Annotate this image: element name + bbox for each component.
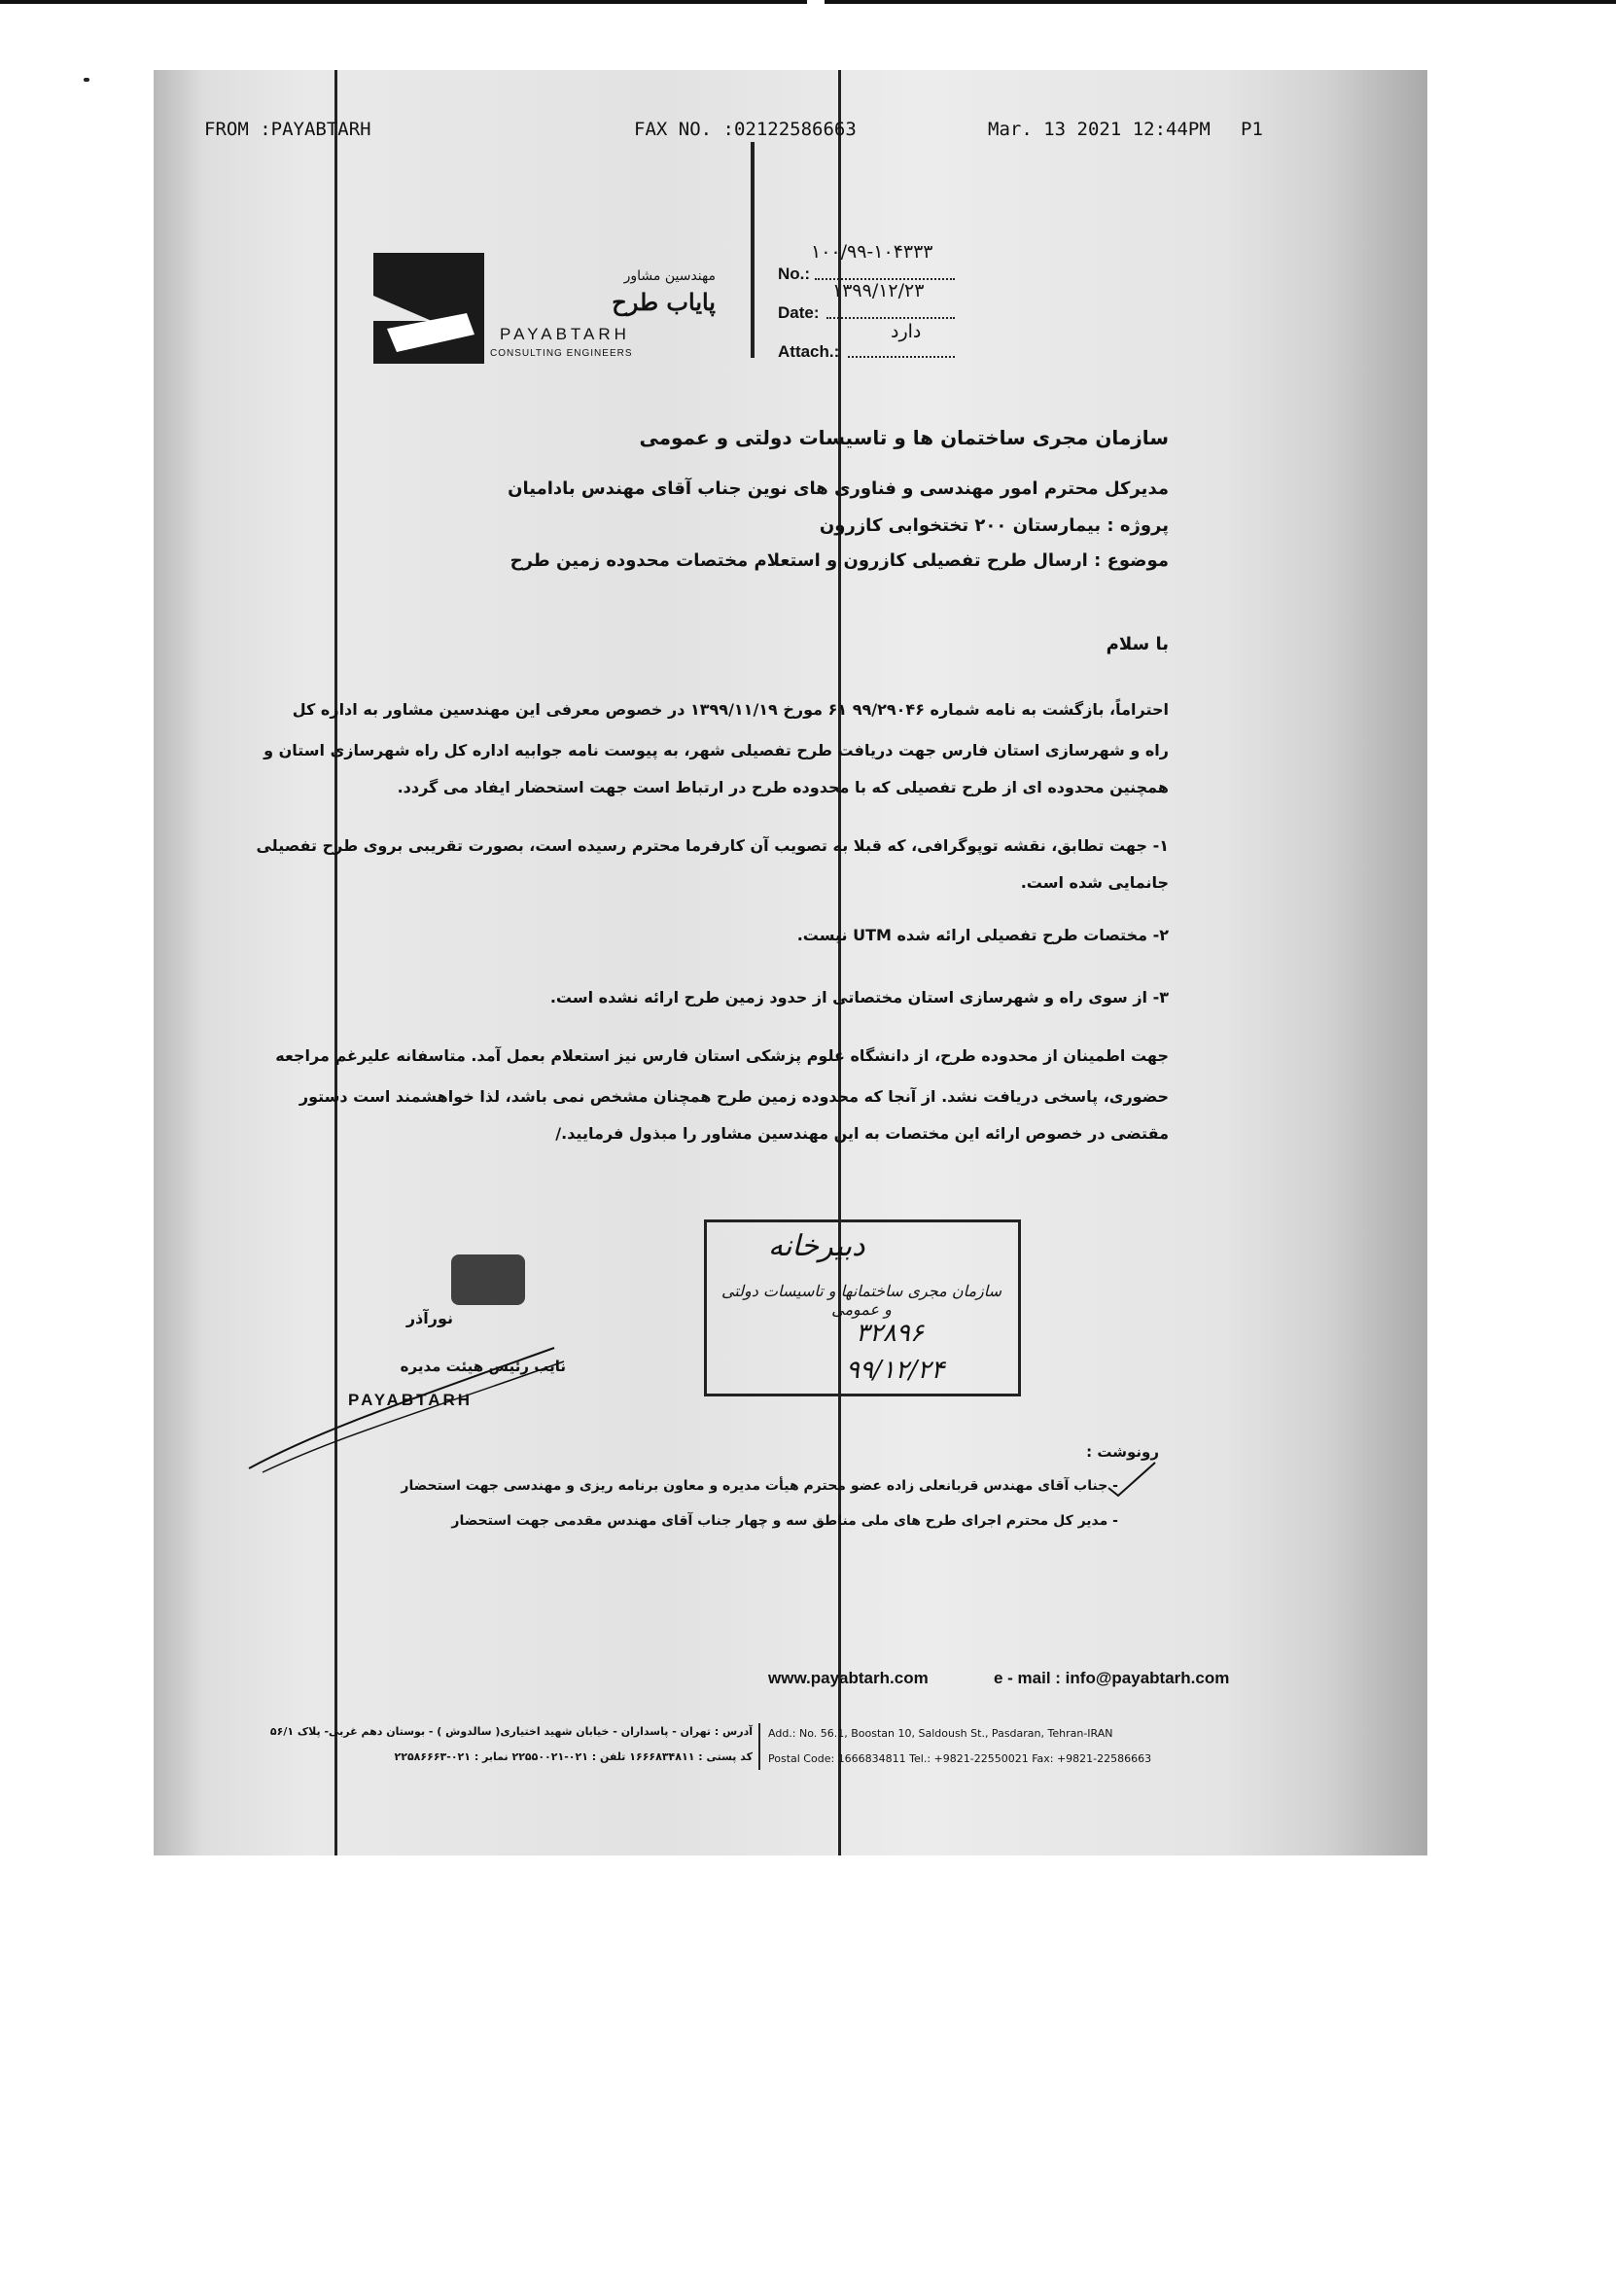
stamp-registration-date: ۹۹/۱۲/۲۴	[846, 1356, 945, 1385]
footer-address-english-2: Postal Code: 1666834811 Tel.: +9821-22550021 Fax: +9821-22586663	[768, 1752, 1152, 1765]
firm-name-latin: PAYABTARH	[500, 325, 630, 343]
footer-email: e - mail : info@payabtarh.com	[994, 1669, 1230, 1687]
firm-subtitle: CONSULTING ENGINEERS	[490, 348, 633, 359]
signature-stroke	[243, 1342, 593, 1478]
subject-line: موضوع : ارسال طرح تفصیلی کازرون و استعلام مختصات محدوده زمین طرح	[509, 550, 1169, 571]
date-label: Date:	[778, 303, 820, 322]
signatory-title: نایب رئیس هیئت مدیره	[400, 1358, 566, 1375]
scan-line-left	[334, 70, 337, 1855]
project-line: پروژه : بیمارستان ۲۰۰ تختخوابی کازرون	[819, 515, 1169, 536]
date-value: ۱۳۹۹/۱۲/۲۳	[832, 280, 925, 301]
cc-line-2: - مدیر کل محترم اجرای طرح های ملی مناطق سه و چهار جناب آقای مهندس مقدمی جهت استحضار	[451, 1513, 1118, 1529]
firm-name-persian: پایاب طرح	[612, 288, 716, 316]
fax-page	[154, 70, 1427, 1855]
stamp-secretariat: دبیرخانه	[768, 1229, 865, 1263]
paragraph-2-line-1: جهت اطمینان از محدوده طرح، از دانشگاه علوم پزشکی استان فارس نیز استعلام بعمل آمد. متاسفانه علیرغم مراجعه	[275, 1046, 1169, 1065]
fax-page-number: P1	[1241, 119, 1263, 140]
addressee-organization: سازمان مجری ساختمان ها و تاسیسات دولتی و عمومی	[639, 426, 1169, 449]
footer-website: www.payabtarh.com	[768, 1669, 929, 1687]
number-value: ۱۰۰/۹۹-۱۰۴۳۳۳	[811, 241, 933, 263]
scan-line-center	[838, 70, 841, 1855]
signatory-name: نورآذر	[405, 1309, 453, 1327]
fax-number: FAX NO. :02122586663	[634, 119, 857, 140]
footer-address-english-1: Add.: No. 56.1, Boostan 10, Saldoush St., Pasdaran, Tehran-IRAN	[768, 1727, 1113, 1740]
paragraph-1-line-2: راه و شهرسازی استان فارس جهت دریافت طرح تفصیلی شهر، به پیوست نامه جوابیه اداره کل راه شهرسازی استان و	[263, 741, 1169, 759]
footer-address-persian-1: آدرس : تهران - پاسداران - خیابان شهید اختیاری( سالدوش ) - بوستان دهم غربی- پلاک ۵۶/۱	[269, 1725, 753, 1738]
paragraph-1-line-1: احتراماً، بازگشت به نامه شماره ۹۹/۲۹۰۴۶ ۶۱ مورخ ۱۳۹۹/۱۱/۱۹ در خصوص معرفی این مهندسین مشاور به اداره کل	[292, 700, 1169, 719]
cc-label: رونوشت :	[1086, 1443, 1159, 1461]
top-edge-line-right	[825, 0, 1616, 4]
stamp-registration-number: ۳۲۸۹۶	[856, 1319, 924, 1348]
signatory-firm: PAYABTARH	[348, 1391, 474, 1409]
fax-from: FROM :PAYABTARH	[204, 119, 371, 140]
attachment-line	[848, 356, 955, 358]
item-3: ۳- از سوی راه و شهرسازی استان مختصاتی از حدود زمین طرح ارائه نشده است.	[549, 988, 1169, 1007]
paragraph-2-line-2: حضوری، پاسخی دریافت نشد. از آنجا که محدوده زمین طرح همچنان مشخص نمی باشد، لذا خواهشمند است دستور	[299, 1087, 1169, 1106]
paragraph-1-line-3: همچنین محدوده ای از طرح تفصیلی که با محدوده طرح در ارتباط است جهت استحضار ایفاد می گردد.	[397, 778, 1169, 796]
scan-speck	[84, 78, 89, 82]
addressee-recipient: مدیرکل محترم امور مهندسی و فناوری های نوین جناب آقای مهندس بادامیان	[508, 478, 1169, 499]
company-logo	[373, 253, 484, 364]
letterhead-divider	[751, 142, 755, 358]
stamp-organization: سازمان مجری ساختمانها و تاسیسات دولتی و عمومی	[720, 1282, 1002, 1319]
number-label: No.:	[778, 265, 811, 283]
item-2: ۲- مختصات طرح تفصیلی ارائه شده UTM نیست.	[796, 926, 1169, 944]
cc-line-1: - جناب آقای مهندس قربانعلی زاده عضو محترم هیأت مدیره و معاون برنامه ریزی و مهندسی جهت استحضار	[401, 1478, 1118, 1494]
fax-date-time: Mar. 13 2021 12:44PM	[988, 119, 1211, 140]
footer-divider	[758, 1723, 760, 1770]
paragraph-2-line-3: مقتضی در خصوص ارائه این مختصات به این مهندسین مشاور را مبذول فرمایید./	[555, 1124, 1169, 1143]
item-1-line-2: جانمایی شده است.	[1020, 873, 1169, 892]
firm-name-persian-small: مهندسین مشاور	[623, 268, 716, 284]
greeting: با سلام	[1106, 634, 1169, 654]
top-edge-line	[0, 0, 807, 4]
attachment-label: Attach.:	[778, 342, 840, 361]
date-line	[826, 317, 955, 319]
footer-address-persian-2: کد پستی : ۱۶۶۶۸۳۴۸۱۱ تلفن : ۰۲۱-۲۲۵۵۰۰۲۱ نمابر : ۰۲۱-۲۲۵۸۶۶۶۳	[394, 1750, 753, 1763]
item-1-line-1: ۱- جهت تطابق، نقشه توپوگرافی، که قبلا به تصویب آن کارفرما محترم رسیده است، بصورت تقریبی بروی طرح تفصیلی	[256, 836, 1169, 855]
signature-mark	[451, 1254, 525, 1305]
attachment-value: دارد	[891, 321, 922, 342]
